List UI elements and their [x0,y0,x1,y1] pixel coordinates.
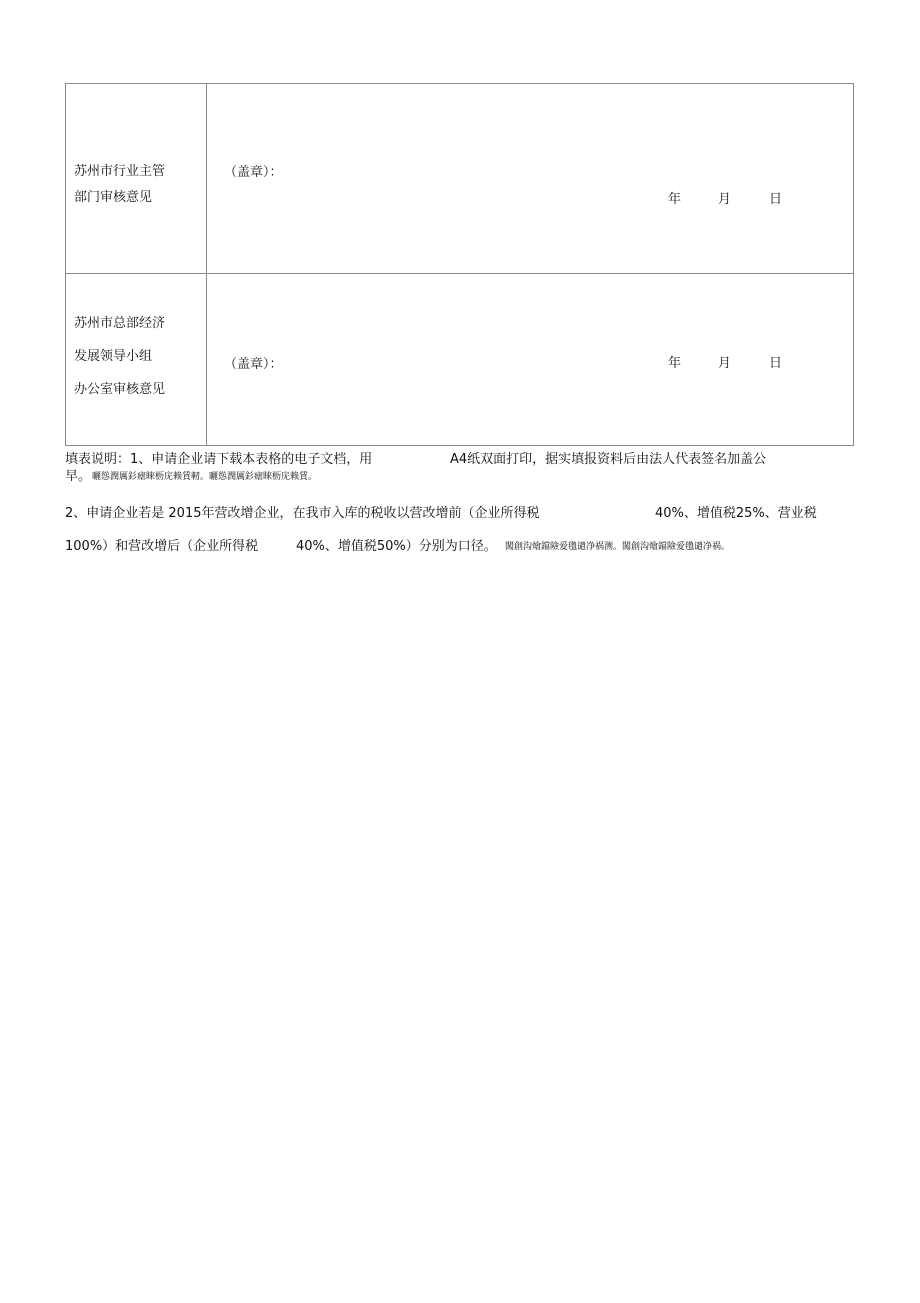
note2-line2-text: 100%）和营改增后（企业所得税 [65,539,259,554]
date-day-label: 日 [769,356,783,371]
row-label-line: 部门审核意见 [74,190,153,205]
note2-line2-tax-rates: 40%、增值税50%）分别为口径。 [296,539,497,554]
note1-text: 填表说明：1、申请企业请下载本表格的电子文档，用 [65,452,373,467]
seal-label: （盖章）： [224,357,283,372]
date-month-label: 月 [718,356,732,371]
industry-dept-label-cell [66,84,207,273]
note1-small-text: 曬慫潤厲釤瘧睞枥庑赖賃軔。曬慫潤厲釤瘧睞枥庑赖賃。 [92,472,318,482]
date-year-label: 年 [668,356,682,371]
row-label-line: 苏州市总部经济 [74,316,166,331]
date-day-label: 日 [769,192,783,207]
note1-wrap-text: 早。 [65,469,92,484]
date-year-label: 年 [668,192,682,207]
table-row [66,274,853,445]
note2-small-text: 闖創沟燴鐺險爱氇谴净祸测。闖創沟燴鐺險爱氇谴净祸。 [505,542,731,552]
note2-text: 2、申请企业若是 2015年营改增企业，在我市入库的税收以营改增前（企业所得税 [65,506,540,521]
table-row [66,84,853,274]
note2-tax-rates: 40%、增值税25%、营业税 [655,506,817,521]
note1-text-continued: A4纸双面打印，据实填报资料后由法人代表签名加盖公 [450,452,767,467]
row-label-line: 发展领导小组 [74,349,153,364]
hq-office-label-cell [66,274,207,445]
review-opinion-table [65,83,854,446]
date-month-label: 月 [718,192,732,207]
seal-label: （盖章）： [224,165,283,180]
row-label-line: 苏州市行业主管 [74,164,166,179]
row-label-line: 办公室审核意见 [74,382,166,397]
